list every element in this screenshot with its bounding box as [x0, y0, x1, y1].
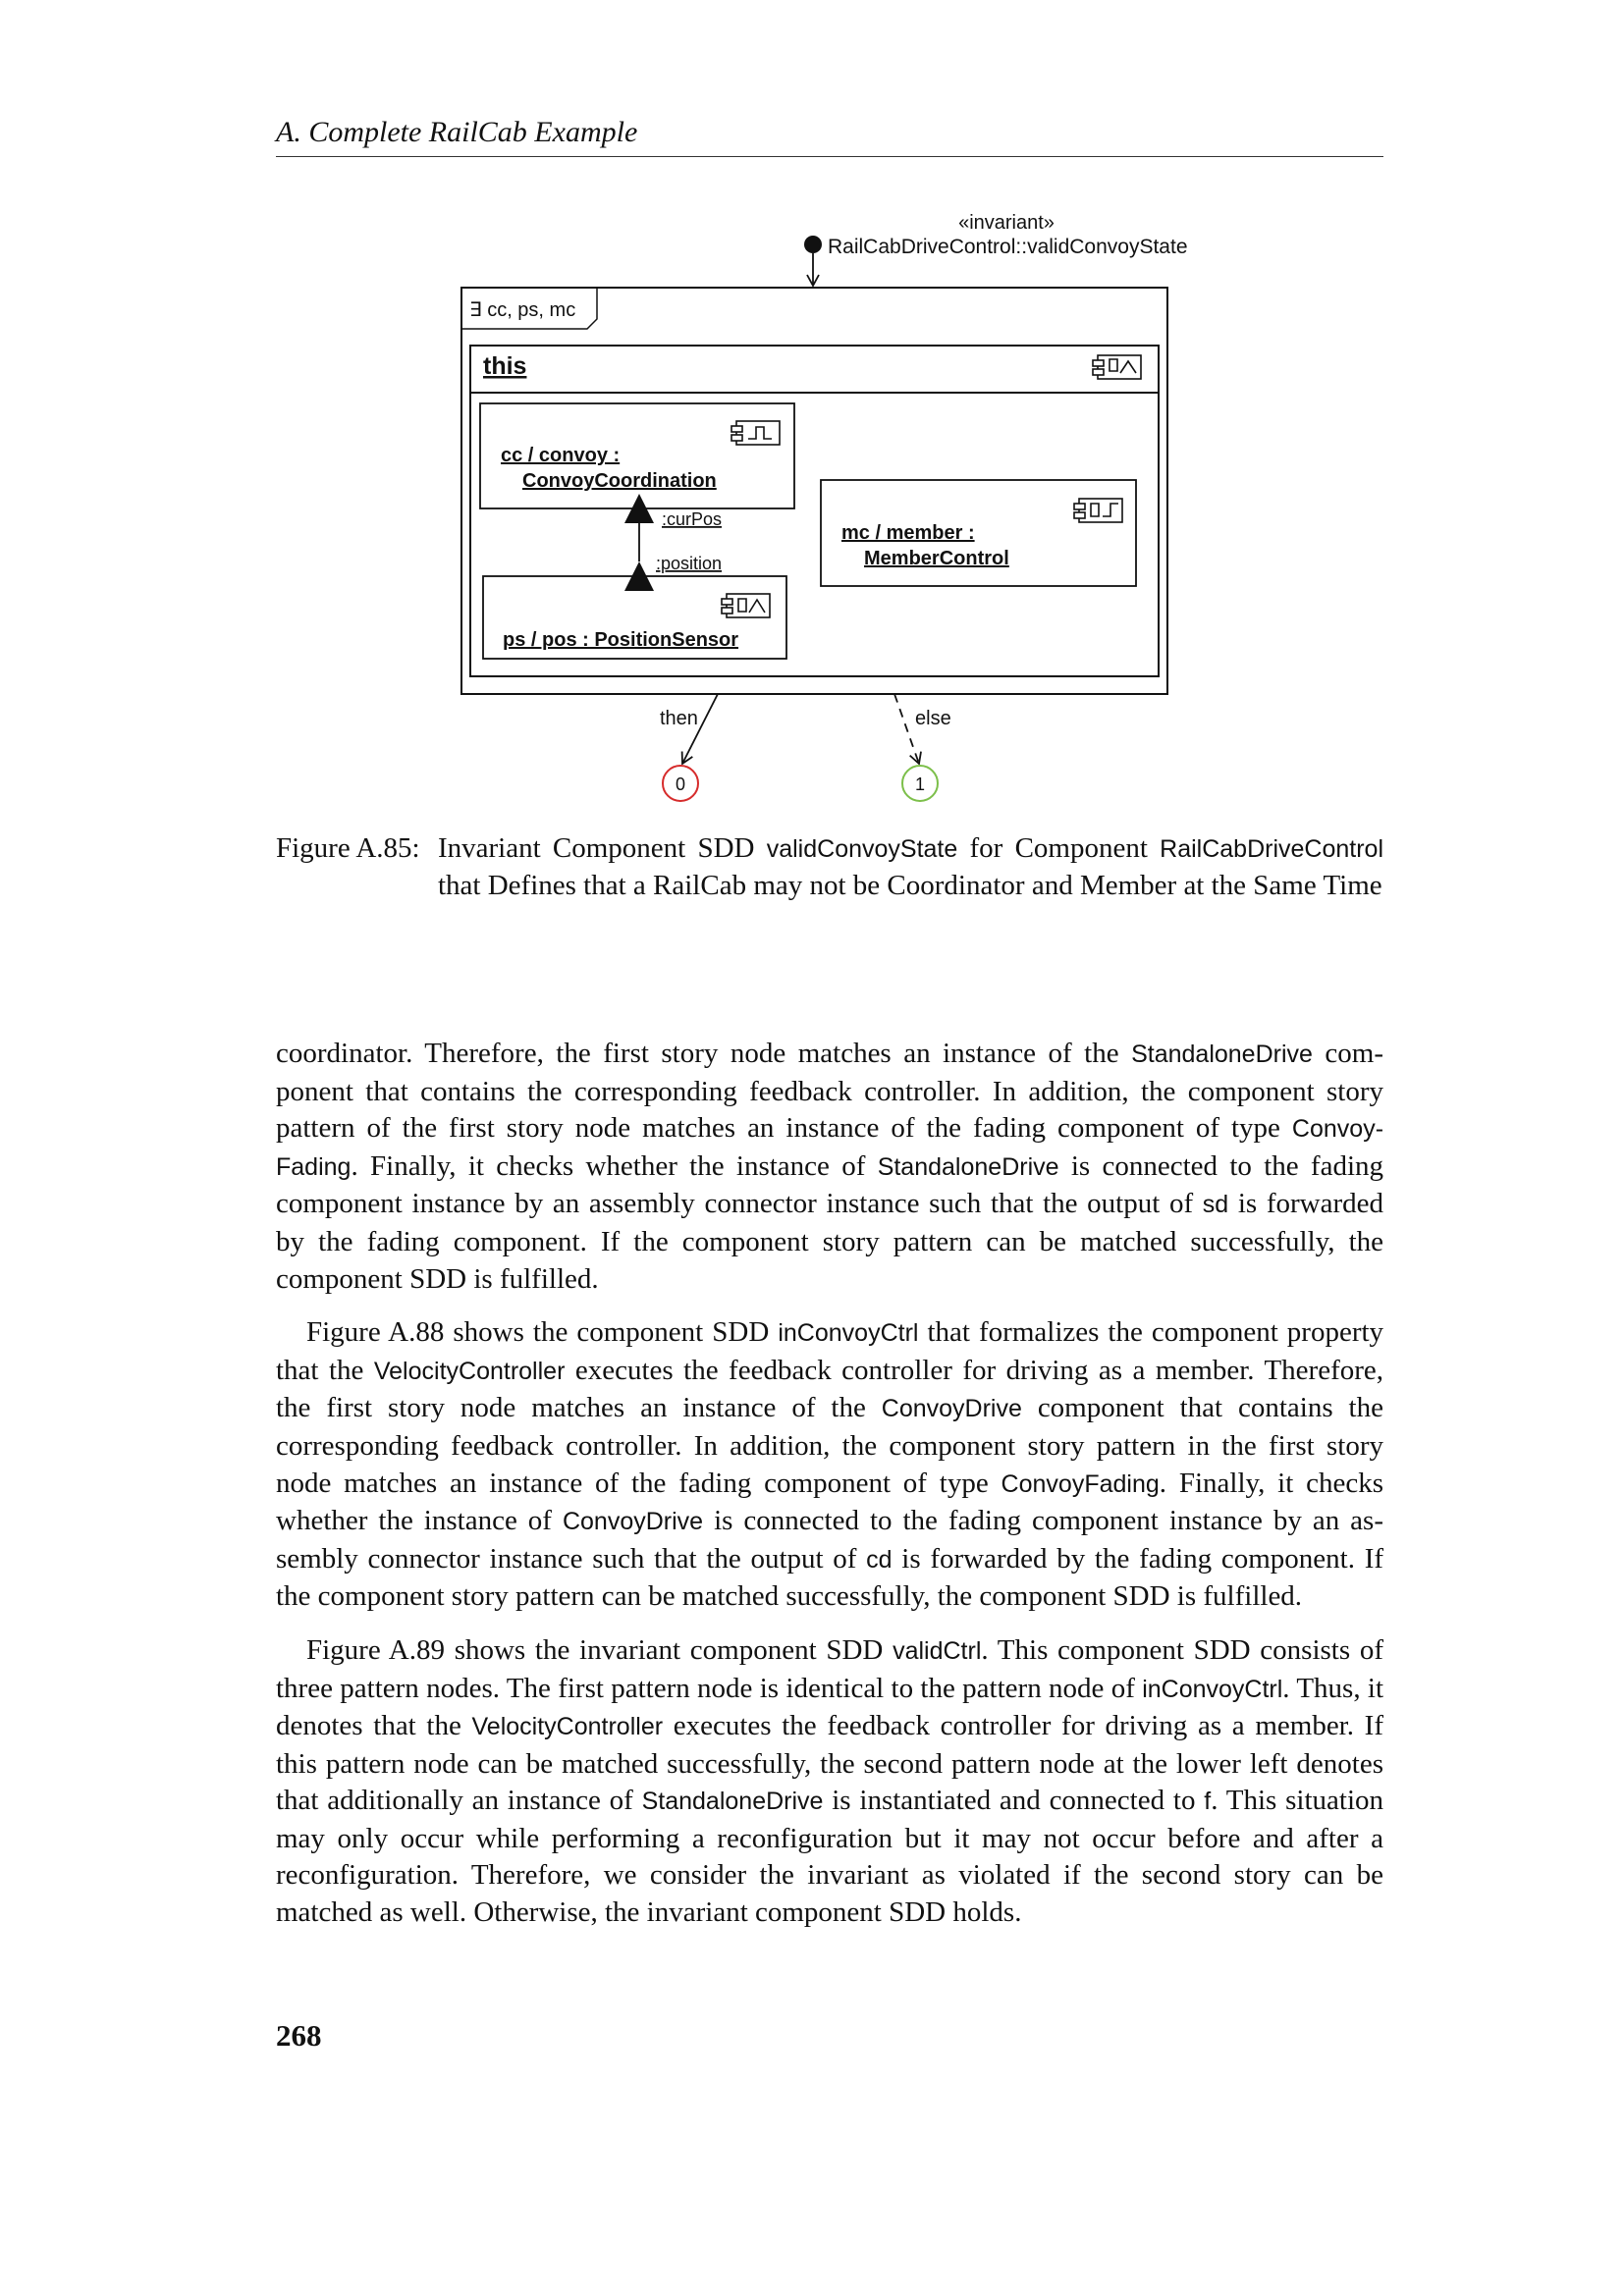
- body-text: [276, 1036, 1383, 1949]
- this-component: [470, 346, 1159, 676]
- convoy-part-type: ConvoyCoordination: [522, 470, 717, 492]
- sensor-part-name: ps / pos : PositionSensor: [503, 629, 739, 651]
- caption-label: Figure A.85:: [276, 832, 420, 864]
- page-number: 268: [276, 2018, 322, 2053]
- invariant-name: RailCabDriveControl::validConvoyState: [828, 236, 1188, 258]
- invariant-stereotype: «invariant»: [958, 212, 1055, 234]
- figure-caption: [276, 830, 1383, 904]
- convoy-part-name: cc / convoy :: [501, 445, 621, 466]
- member-part-type: MemberControl: [864, 548, 1009, 569]
- paragraph: Figure A.89 shows the invariant component SDD validCtrl. This component SDD consists of three pattern nodes. The first pattern node is identical to the pattern node of inConvoyCtrl. Thus, it denotes that the VelocityController executes the feedback controller for driving as a member. If this pattern node can be matched successfully, the second pattern node at the lower left denotes that additionally an instance of StandaloneDrive is instantiated and connected to f. This situation may only occur while performing a reconfiguration but it may not occur before and after a reconfiguration. Therefore, we consider the invariant as violated if the second story can be matched as well. Otherwise, the invariant component SDD holds.: [276, 1633, 1384, 1929]
- component-sdd-diagram: [0, 0, 1624, 825]
- frame-label: ∃ cc, ps, mc: [469, 299, 576, 321]
- component-icon: [1074, 499, 1122, 522]
- port-position-label: :position: [656, 554, 723, 573]
- else-label: else: [915, 708, 951, 729]
- initial-node-icon: [804, 236, 822, 253]
- port-curpos-label: :curPos: [662, 509, 723, 529]
- running-header: A. Complete RailCab Example: [276, 113, 1383, 157]
- this-label: this: [483, 352, 527, 380]
- false-result-label: 0: [675, 774, 686, 794]
- component-icon: [731, 421, 780, 445]
- true-result-label: 1: [914, 774, 926, 794]
- paragraph: coordinator. Therefore, the first story node matches an instance of the StandaloneDrive component that contains the corresponding feedback controller. In addition, the component story pattern of the first story node matches an instance of the fading component of type ConvoyFading. Finally, it checks whether the instance of StandaloneDrive is connected to the fading component instance by an assembly connector instance such that the output of sd is forwarded by the fading component. If the component story pattern can be matched successfully, the component SDD is fulfilled.: [276, 1038, 1384, 1295]
- then-label: then: [660, 708, 698, 729]
- component-icon: [722, 594, 770, 617]
- caption-text: Invariant Component SDD validConvoyState for Component RailCabDriveControl that Defines that a RailCab may not be Coordinator and Member at the Same Time: [438, 832, 1383, 901]
- paragraph: Figure A.88 shows the component SDD inConvoyCtrl that formalizes the component property that the VelocityController executes the feedback controller for driving as a member. Therefore, the first story node matches an instance of the ConvoyDrive component that contains the corresponding feedback controller. In addition, the component story pattern in the first story node matches an instance of the fading component of type ConvoyFading. Finally, it checks whether the instance of ConvoyDrive is connected to the fading component instance by an assembly connector instance such that the output of cd is forwarded by the fading component. If the component story pattern can be matched successfully, the component SDD is fulfilled.: [276, 1316, 1384, 1613]
- structured-component-icon: [1093, 355, 1141, 379]
- member-part-name: mc / member :: [841, 522, 975, 544]
